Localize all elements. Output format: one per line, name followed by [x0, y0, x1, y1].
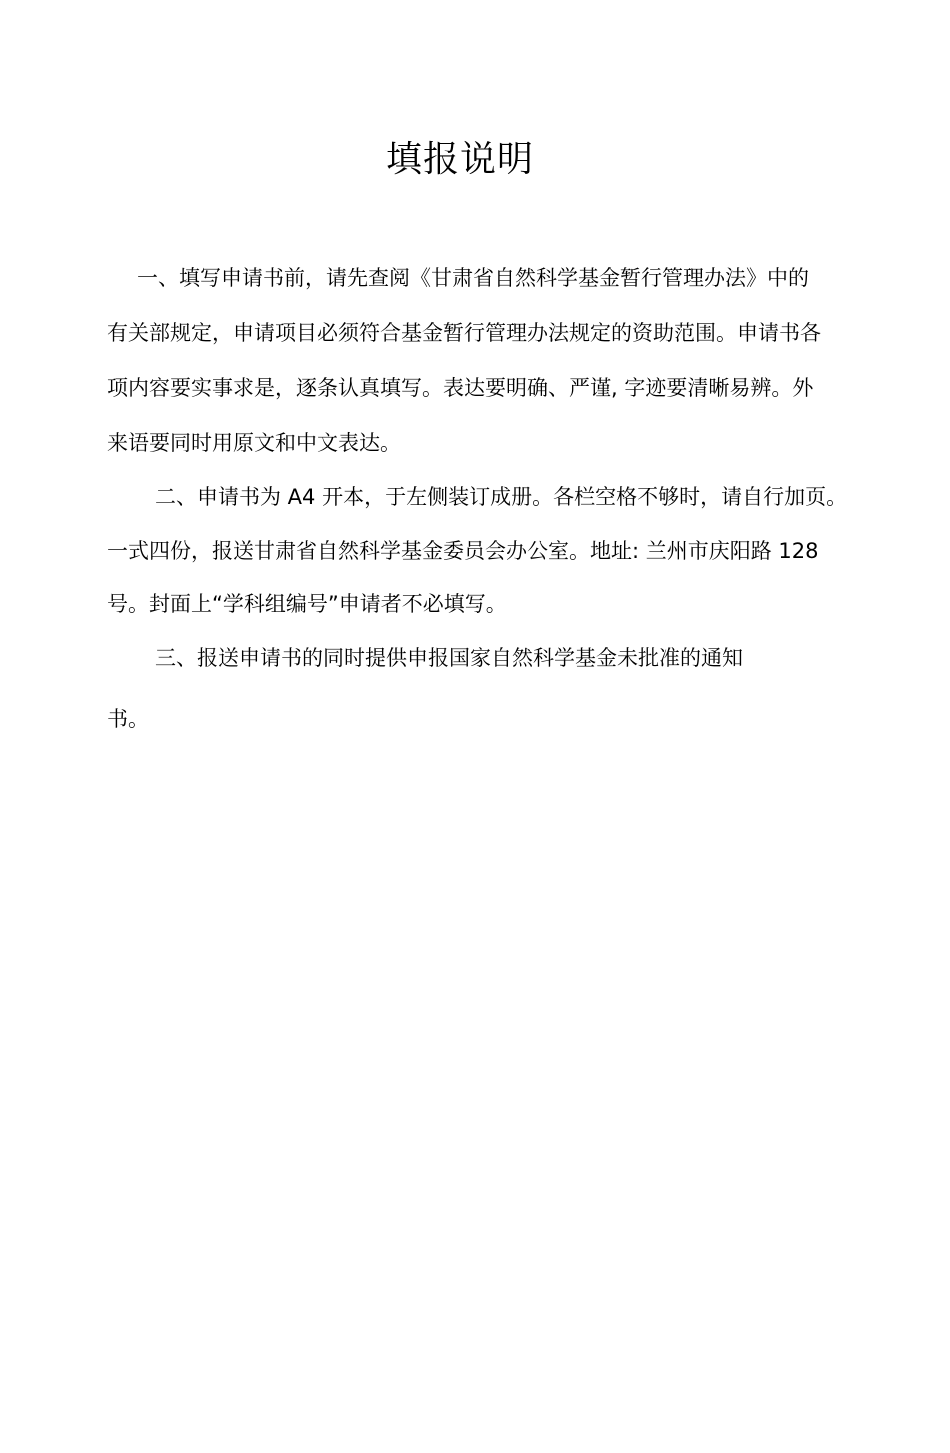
paragraph-2-line-2: 一式四份，报送甘肃省自然科学基金委员会办公室。地址: 兰州市庆阳路 128: [107, 539, 819, 563]
paragraph-2-line-1: 二、申请书为 A4 开本，于左侧装订成册。各栏空格不够时，请自行加页。: [155, 485, 848, 509]
paragraph-3-line-2: 书。: [107, 707, 149, 731]
paragraph-1-line-2: 有关部规定，申请项目必须符合基金暂行管理办法规定的资助范围。申请书各: [107, 321, 821, 345]
paragraph-3-line-1: 三、报送申请书的同时提供申报国家自然科学基金未批准的通知: [155, 646, 743, 670]
paragraph-2-line-3: 号。封面上“学科组编号”申请者不必填写。: [107, 592, 507, 616]
paragraph-1-line-1: 一、填写申请书前，请先查阅《甘肃省自然科学基金暂行管理办法》中的: [137, 266, 809, 290]
paragraph-1-line-4: 来语要同时用原文和中文表达。: [107, 431, 401, 455]
paragraph-1-line-3: 项内容要实事求是，逐条认真填写。表达要明确、严谨, 字迹要清晰易辨。外: [107, 376, 814, 400]
page-title: 填报说明: [385, 139, 534, 180]
